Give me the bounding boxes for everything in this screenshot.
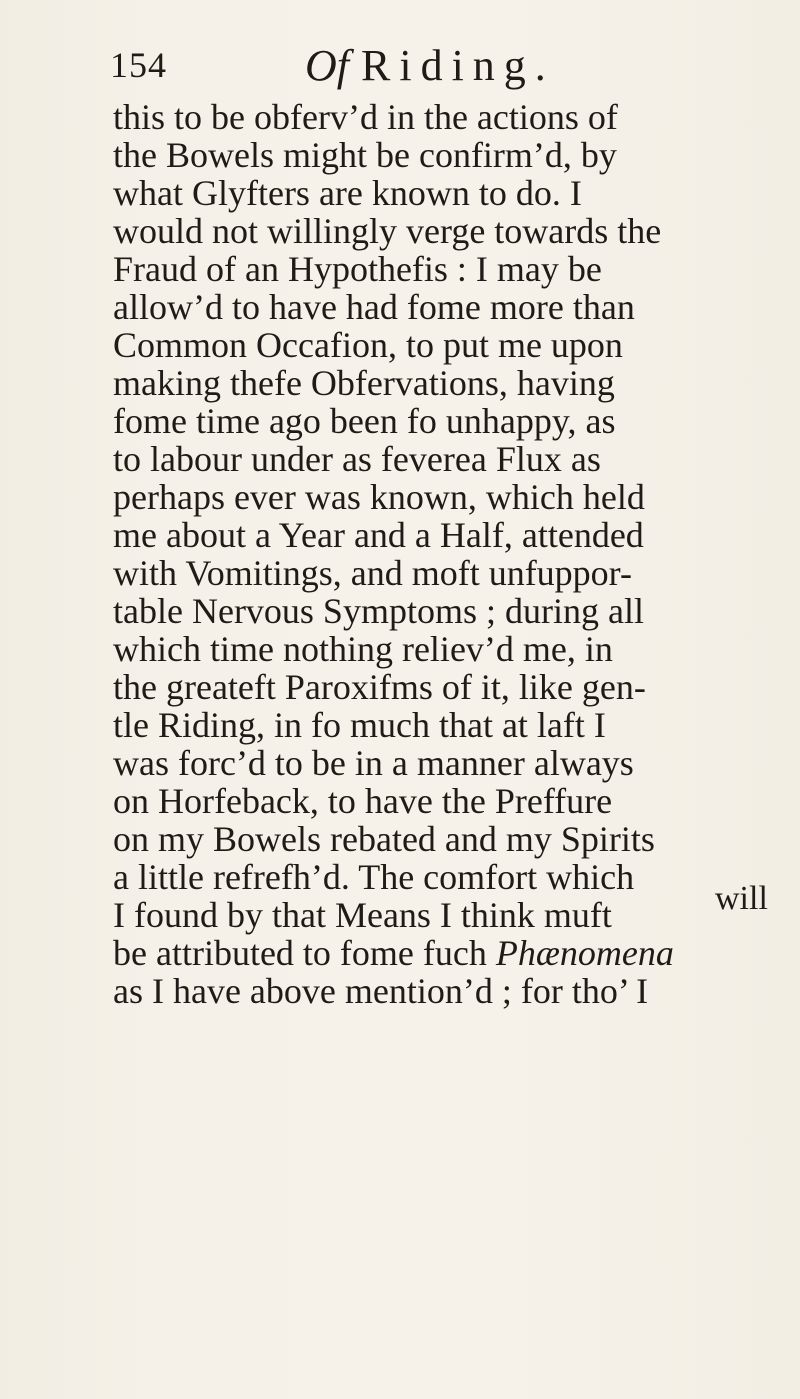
text-line: a little refrefh’d. The comfort which bbox=[113, 857, 635, 897]
text-line: as I have above mention’d ; for tho’ I bbox=[113, 971, 649, 1011]
text-line: on my Bowels rebated and my Spirits bbox=[113, 819, 655, 859]
text-line: fome time ago been fo unhappy, as bbox=[113, 401, 616, 441]
text-line: what Glyfters are known to do. I bbox=[113, 173, 582, 213]
text-line: this to be obferv’d in the actions of bbox=[113, 97, 618, 137]
text-line: to labour under as feverea Flux as bbox=[113, 439, 601, 479]
text-line: with Vomitings, and moft unfuppor- bbox=[113, 553, 632, 593]
italic-term: Phænomena bbox=[495, 933, 674, 973]
text-line: I found by that Means I think muft bbox=[113, 895, 612, 935]
running-head bbox=[305, 40, 555, 91]
text-line: me about a Year and a Half, attended bbox=[113, 515, 644, 555]
text-line: would not willingly verge towards the bbox=[113, 211, 662, 251]
text-line: the greateft Paroxifms of it, like gen- bbox=[113, 667, 646, 707]
text-line: on Horfeback, to have the Preffure bbox=[113, 781, 613, 821]
text-line bbox=[113, 934, 793, 972]
text-line: making thefe Obfervations, having bbox=[113, 363, 615, 403]
text-line: Common Occafion, to put me upon bbox=[113, 325, 623, 365]
text-line: Fraud of an Hypothefis : I may be bbox=[113, 249, 602, 289]
running-head-of: Of bbox=[305, 41, 349, 90]
page-header bbox=[110, 40, 670, 96]
text-line: tle Riding, in fo much that at laft I bbox=[113, 705, 606, 745]
catchword: will bbox=[715, 880, 768, 917]
page-number: 154 bbox=[110, 45, 167, 85]
text-line-roman: be attributed to fome fuch bbox=[113, 933, 487, 973]
body-text bbox=[113, 98, 793, 1010]
text-line: allow’d to have had fome more than bbox=[113, 287, 635, 327]
text-line: table Nervous Symptoms ; during all bbox=[113, 591, 644, 631]
text-line: which time nothing reliev’d me, in bbox=[113, 629, 613, 669]
text-line: was forc’d to be in a manner always bbox=[113, 743, 634, 783]
text-line: the Bowels might be confirm’d, by bbox=[113, 135, 617, 175]
text-line: perhaps ever was known, which held bbox=[113, 477, 645, 517]
running-head-title: Riding. bbox=[361, 41, 555, 90]
